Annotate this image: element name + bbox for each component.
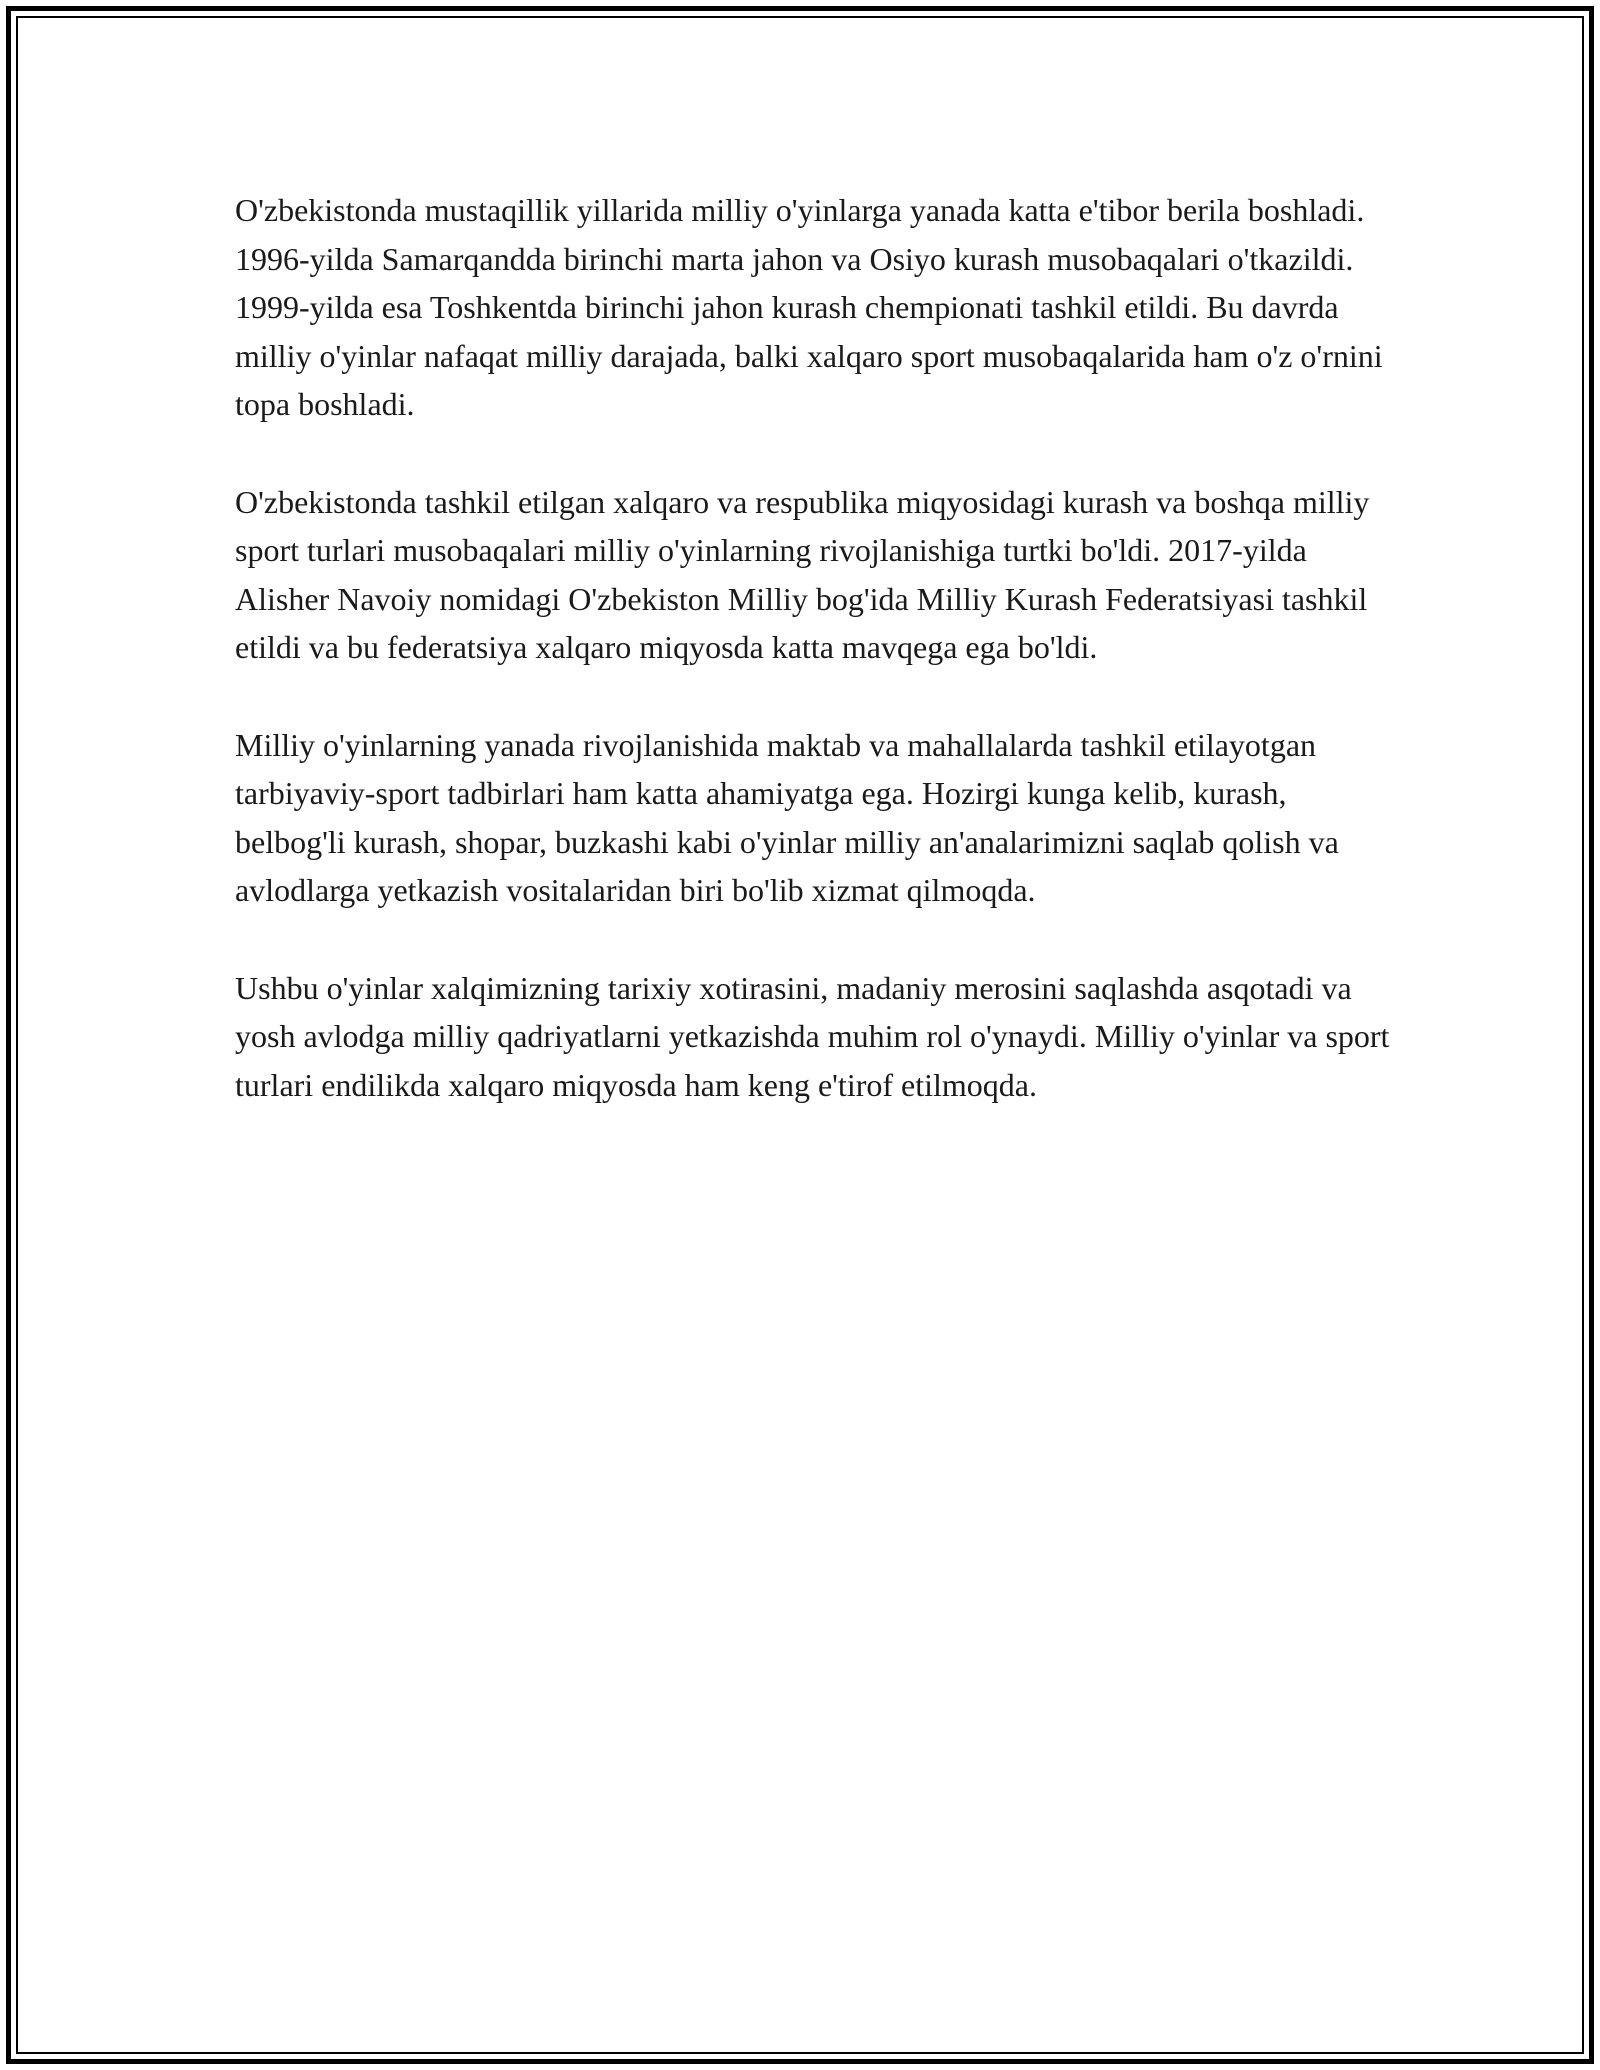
paragraph-3: Milliy o'yinlarning yanada rivojlanishida maktab va mahallalarda tashkil etilayotgan tarbiyaviy-sport tadbirlari ham katta ahamiyatga ega. Hozirgi kunga kelib, kurash, belbog'li kurash, shopar, buzkashi kabi o'yinlar milliy an'analarimizni saqlab qolish va avlodlarga yetkazish vositalaridan biri bo'lib xizmat qilmoqda.	[235, 726, 1339, 908]
paragraph-1: O'zbekistonda mustaqillik yillarida milliy o'yinlarga yanada katta e'tibor berila boshladi. 1996-yilda Samarqandda birinchi marta jahon va Osiyo kurash musobaqalari o'tkazildi. 1999-yilda esa Toshkentda birinchi jahon kurash chempionati tashkil etildi. Bu davrda milliy o'yinlar nafaqat milliy darajada, balki xalqaro sport musobaqalarida ham o'z o'rnini topa boshladi.	[235, 192, 1383, 422]
paragraph-2: O'zbekistonda tashkil etilgan xalqaro va respublika miqyosidagi kurash va boshqa milliy sport turlari musobaqalari milliy o'yinlarning rivojlanishiga turtki bo'ldi. 2017-yilda Alisher Navoiy nomidagi O'zbekiston Milliy bog'ida Milliy Kurash Federatsiyasi tashkil etildi va bu federatsiya xalqaro miqyosda katta mavqega ega bo'ldi.	[235, 483, 1370, 665]
paragraph-4: Ushbu o'yinlar xalqimizning tarixiy xotirasini, madaniy merosini saqlashda asqotadi va yosh avlodga milliy qadriyatlarni yetkazishda muhim rol o'ynaydi. Milliy o'yinlar va sport turlari endilikda xalqaro miqyosda ham keng e'tirof etilmoqda.	[235, 969, 1390, 1103]
document-body	[235, 186, 1390, 1158]
